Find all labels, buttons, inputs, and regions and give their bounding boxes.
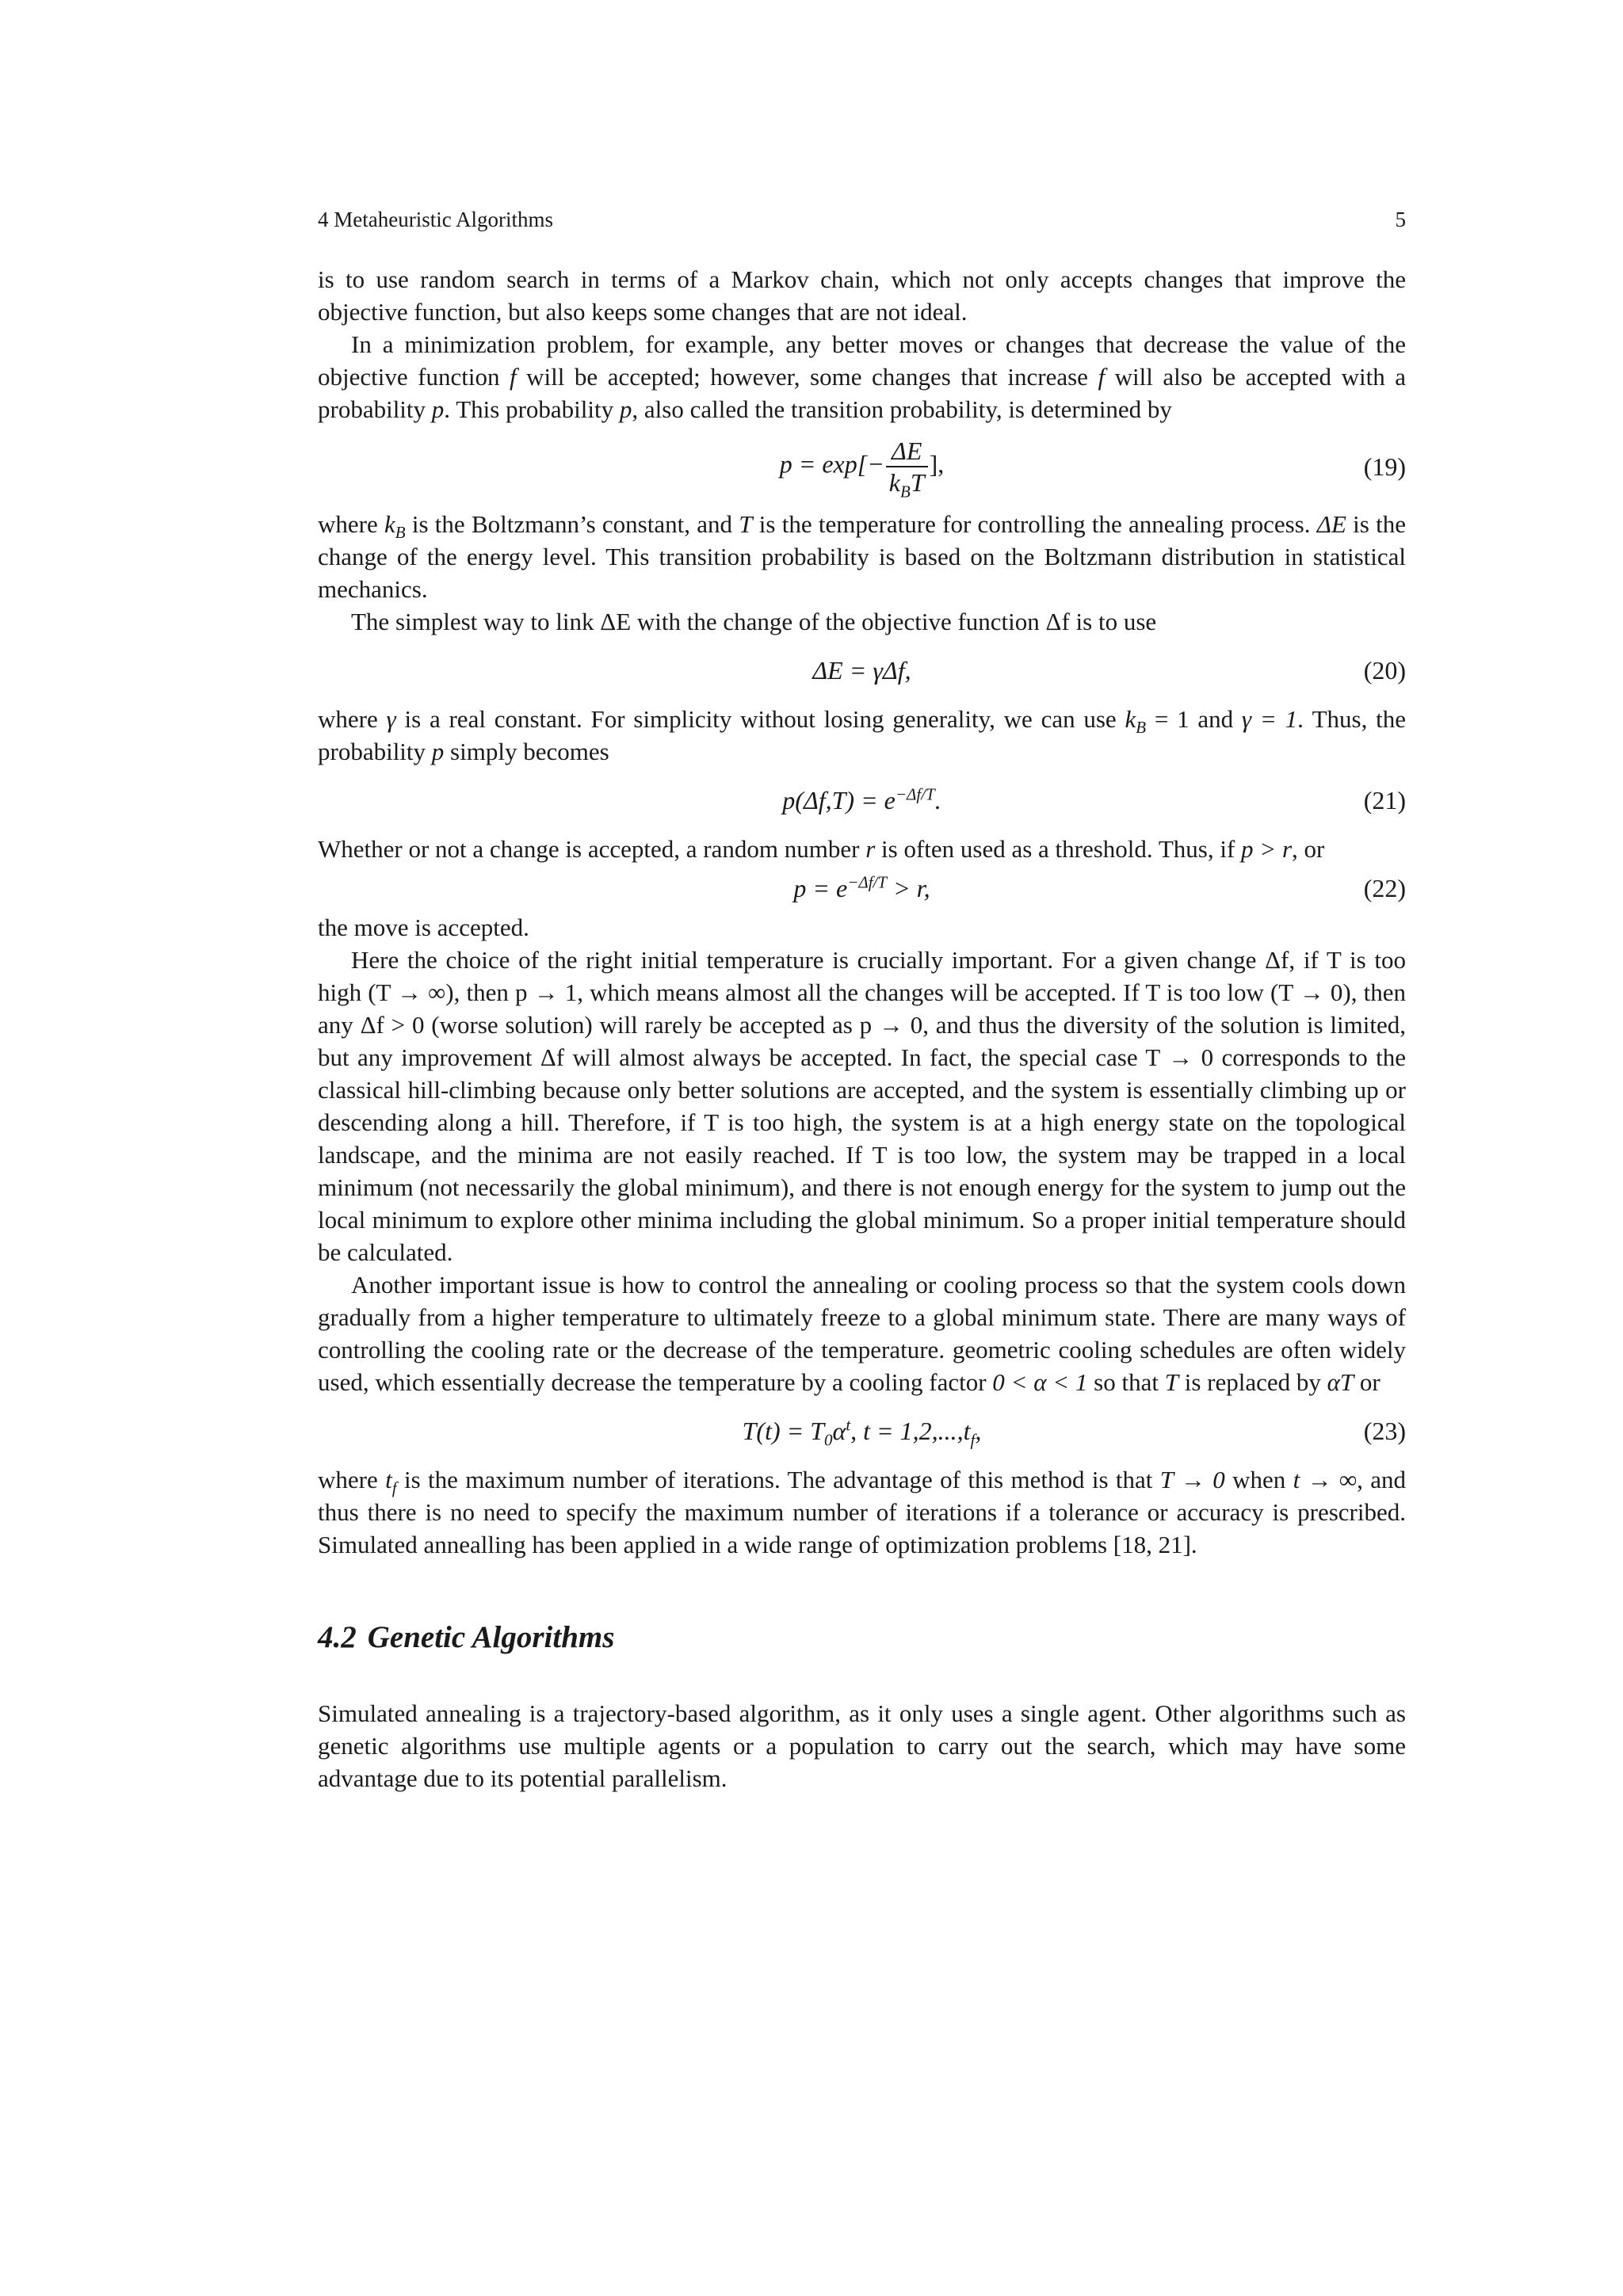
paragraph-8: Here the choice of the right initial temperature is crucially important. For a given change Δf, if T is too high (T → ∞), then p → 1, which means almost all the changes will be accepted. If T is too low (T → 0), then any Δf > 0 (worse solution) will rarely be accepted as p → 0, and thus the diversity of the solution is limited, but any improvement Δf will almost always be accepted. In fact, the special case T → 0 corresponds to the classical hill-climbing because only better solutions are accepted, and the system is essentially climbing up or descending along a hill. Therefore, if T is too high, the system is at a high energy state on the topological landscape, and the minima are not easily reached. If T is too low, the system may be trapped in a local minimum (not necessarily the global minimum), and there is not enough energy for the system to jump out the local minimum to explore other minima including the global minimum. So a proper initial temperature should be calculated.	[318, 946, 1406, 1266]
body-text	[318, 263, 1406, 1794]
paragraph-3: where $k_B$ is the Boltzmann’s constant, and T is the temperature for controlling the annealing process. ΔE is the change of the energy level. This transition probability is based on the Boltzmann distribution in statistical mechanics.	[318, 510, 1406, 603]
paragraph-7: the move is accepted.	[318, 913, 529, 941]
equation-number-23: (23)	[1363, 1417, 1406, 1445]
section-heading	[318, 1618, 1406, 1657]
running-head-title: 4 Metaheuristic Algorithms	[318, 208, 553, 231]
page-number: 5	[1395, 208, 1406, 231]
equation-21: $p(\Delta f,T) = e^{-\Delta f/T}$. (21)	[782, 784, 1406, 814]
paragraph-6: Whether or not a change is accepted, a random number r is often used as a threshold. Thus, if p > r, or	[318, 835, 1325, 863]
paragraph-10: where $t_f$ is the maximum number of iterations. The advantage of this method is that T → 0 when t → ∞, and thus there is no need to specify the maximum number of iterations if a tolerance or accuracy is prescribed. Simulated annealling has been applied in a wide range of optimization problems [18, 21].	[318, 1466, 1406, 1558]
paragraph-1: is to use random search in terms of a Markov chain, which not only accepts changes that improve the objective function, but also keeps some changes that are not ideal.	[318, 265, 1406, 326]
equation-22: $p = e^{-\Delta f/T} > r$, (22)	[793, 872, 1406, 902]
paragraph-2: In a minimization problem, for example, any better moves or changes that decrease the value of the objective function f will be accepted; however, some changes that increase f will also be accepted with a probability p. This probability p, also called the transition probability, is determined by	[318, 330, 1406, 423]
paragraph-9: Another important issue is how to control the annealing or cooling process so that the system cools down gradually from a higher temperature to ultimately freeze to a global minimum state. There are many ways of controlling the cooling rate or the decrease of the temperature. geometric cooling schedules are often widely used, which essentially decrease the temperature by a cooling factor 0 < α < 1 so that T is replaced by αT or	[318, 1271, 1406, 1396]
equation-23: $T(t) = T_0\alpha^t$, $t = 1,2,...,t_f$, (23)	[742, 1415, 1406, 1450]
paragraph-4: The simplest way to link ΔE with the change of the objective function Δf is to use	[351, 608, 1157, 635]
eq19-fraction: $\frac{\Delta E}{k_BT}$	[886, 436, 928, 498]
running-head	[318, 208, 1406, 239]
section-title: Genetic Algorithms	[367, 1620, 615, 1654]
paragraph-11: Simulated annealing is a trajectory-based algorithm, as it only uses a single agent. Other algorithms such as genetic algorithms use multiple agents or a population to carry out the search, which may have some advantage due to its potential parallelism.	[318, 1699, 1406, 1792]
eq20-content: ΔE = γΔf,	[812, 656, 911, 685]
equation-number-20: (20)	[1363, 656, 1406, 685]
paragraph-5: where γ is a real constant. For simplicity without losing generality, we can use $k_B = 1$ and γ = 1. Thus, the probability p simply becomes	[318, 705, 1407, 765]
equation-number-21: (21)	[1363, 786, 1406, 814]
eq19-lhs: p = exp[−	[779, 449, 884, 479]
equation-20	[318, 638, 1406, 703]
equation-19: p = exp[− $\frac{\Delta E}{k_BT}$ ], (19)	[779, 437, 1406, 502]
section-number: 4.2	[318, 1620, 357, 1654]
equation-number-19: (19)	[1363, 452, 1406, 481]
equation-number-22: (22)	[1363, 874, 1406, 902]
paper-page	[318, 0, 1406, 2296]
